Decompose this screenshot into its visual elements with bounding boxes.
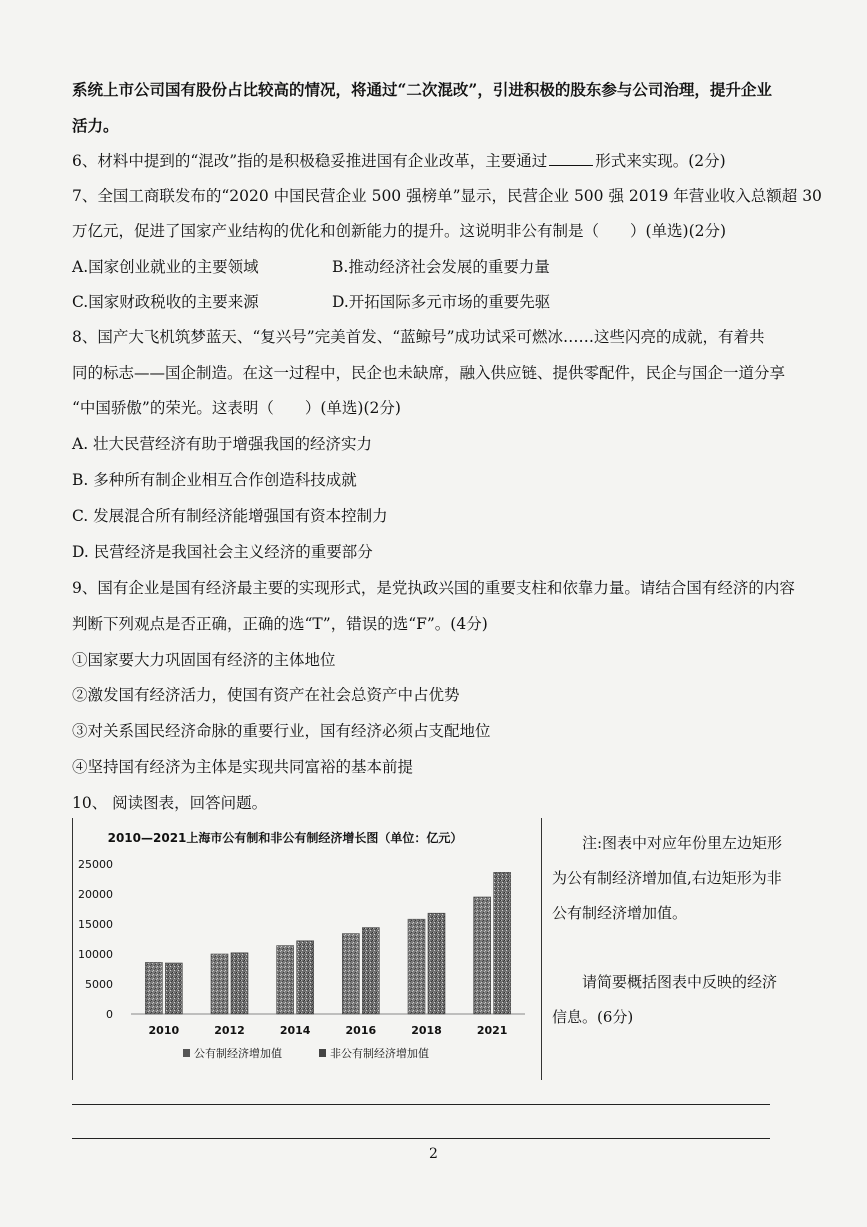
bar-private-2018 (428, 913, 445, 1014)
x-tick-label: 2014 (279, 1024, 311, 1037)
legend-label: 公有制经济增加值 (194, 1047, 282, 1060)
question-9-line-1: 9、国有企业是国有经济最主要的实现形式，是党执政兴国的重要支柱和依靠力量。请结合国有经济的内容 (72, 579, 795, 597)
question-8-option-d: D. 民营经济是我国社会主义经济的重要部分 (72, 543, 373, 561)
question-7-line-1: 7、全国工商联发布的“2020 中国民营企业 500 强榜单”显示，民营企业 500 强 2019 年营业收入总额超 30 (72, 187, 822, 205)
bar-private-2021 (494, 872, 511, 1014)
legend-label: 非公有制经济增加值 (330, 1047, 429, 1060)
chart-box (72, 818, 542, 1080)
bar-public-2021 (474, 897, 491, 1014)
bar-private-2014 (297, 941, 314, 1014)
y-tick-label: 25000 (78, 858, 113, 871)
question-7-line-2: 万亿元，促进了国家产业结构的优化和创新能力的提升。这说明非公有制是（ ）(单选)(2分) (72, 222, 727, 240)
legend (183, 1046, 429, 1060)
x-tick-label: 2016 (345, 1024, 377, 1037)
material-line-2: 活力。 (72, 116, 119, 135)
question-9-item-1: ①国家要大力巩固国有经济的主体地位 (72, 651, 336, 669)
question-10-heading: 10、 阅读图表，回答问题。 (72, 794, 268, 812)
legend-swatch (183, 1049, 190, 1057)
question-9-line-2: 判断下列观点是否正确，正确的选“T”，错误的选“F”。(4分) (72, 615, 488, 633)
question-9-item-3: ③对关系国民经济命脉的重要行业，国有经济必须占支配地位 (72, 722, 491, 740)
question-7-option-c: C.国家财政税收的主要来源 (72, 293, 259, 311)
answer-blank[interactable] (549, 151, 593, 166)
bar-public-2010 (145, 962, 162, 1014)
y-tick-label: 0 (106, 1008, 113, 1021)
answer-line (72, 1104, 770, 1105)
bar-private-2012 (231, 953, 248, 1014)
x-tick-label: 2021 (476, 1024, 508, 1037)
chart-title: 2010—2021上海市公有制和非公有制经济增长图（单位：亿元） (107, 831, 463, 845)
y-tick-label: 20000 (78, 888, 113, 901)
y-tick-label: 5000 (85, 978, 113, 991)
question-10-prompt: 请简要概括图表中反映的经济信息。(6分) (552, 973, 778, 1026)
bar-private-2010 (165, 963, 182, 1014)
x-tick-label: 2018 (411, 1024, 442, 1037)
y-tick-label: 15000 (78, 918, 113, 931)
bar-public-2012 (211, 954, 228, 1014)
bar-public-2016 (342, 934, 359, 1014)
question-8-option-c: C. 发展混合所有制经济能增强国有资本控制力 (72, 507, 388, 525)
bar-chart (73, 818, 541, 1080)
question-8-line-1: 8、国产大飞机筑梦蓝天、“复兴号”完美首发、“蓝鲸号”成功试采可燃冰……这些闪亮的成就，有着共 (72, 328, 765, 346)
question-6-text-before: 6、材料中提到的“混改”指的是积极稳妥推进国有企业改革，主要通过 (72, 152, 548, 170)
material-line-1: 系统上市公司国有股份占比较高的情况，将通过“二次混改”，引进积极的股东参与公司治理，提升企业 (72, 80, 772, 99)
page-number: 2 (429, 1146, 438, 1162)
x-tick-label: 2010 (148, 1024, 180, 1037)
question-9-item-4: ④坚持国有经济为主体是实现共同富裕的基本前提 (72, 758, 414, 776)
x-axis (149, 1024, 508, 1037)
bars (145, 872, 510, 1014)
bar-public-2018 (408, 919, 425, 1014)
bar-public-2014 (277, 946, 294, 1014)
question-8-line-3: “中国骄傲”的荣光。这表明（ ）(单选)(2分) (72, 399, 401, 417)
question-8-option-b: B. 多种所有制企业相互合作创造科技成就 (72, 471, 357, 489)
x-tick-label: 2012 (214, 1024, 245, 1037)
y-tick-label: 10000 (78, 948, 113, 961)
bar-private-2016 (362, 928, 379, 1014)
chart-note-box (552, 826, 784, 1035)
question-7-option-b: B.推动经济社会发展的重要力量 (332, 258, 550, 276)
question-9-item-2: ②激发国有经济活力，使国有资产在社会总资产中占优势 (72, 686, 460, 704)
chart-note: 注:图表中对应年份里左边矩形为公有制经济增加值,右边矩形为非公有制经济增加值。 (552, 834, 783, 922)
question-8-option-a: A. 壮大民营经济有助于增强我国的经济实力 (72, 435, 373, 453)
legend-swatch (319, 1049, 326, 1057)
question-6-text-after: 形式来实现。(2分) (595, 152, 726, 170)
footer-rule (72, 1138, 770, 1139)
question-8-line-2: 同的标志——国企制造。在这一过程中，民企也未缺席，融入供应链、提供零配件，民企与国企一道分享 (72, 364, 786, 382)
question-7-option-a: A.国家创业就业的主要领域 (72, 258, 259, 276)
question-7-option-d: D.开拓国际多元市场的重要先驱 (332, 293, 551, 311)
question-6 (72, 151, 726, 171)
